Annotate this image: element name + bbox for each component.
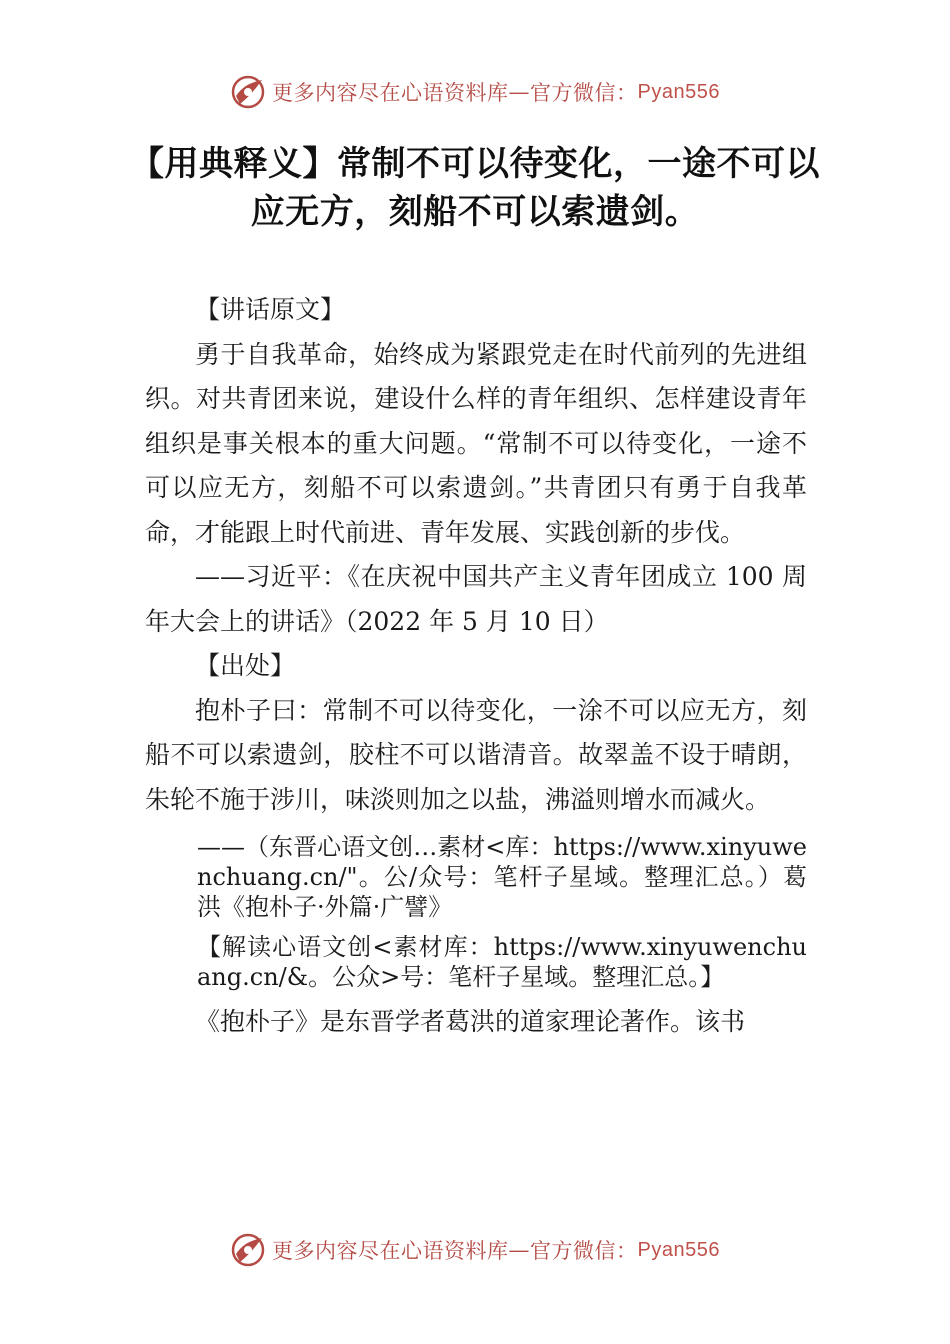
banner-site-text: 更多内容尽在心语资料库: [272, 81, 509, 105]
banner-wechat-label: 官方微信：: [530, 81, 638, 105]
banner-separator: —: [508, 80, 531, 104]
banner-site-text: 更多内容尽在心语资料库: [272, 1239, 509, 1263]
speech-heading: 【讲话原文】: [195, 295, 346, 324]
interpretation-paragraph: 《抱朴子》是东晋学者葛洪的道家理论著作。该书: [195, 1007, 746, 1036]
origin-heading: 【出处】: [195, 651, 296, 680]
speech-source: ——习近平：《在庆祝中国共产主义青年团成立 100 周年大会上的讲话》（2022 年 5 月 10 日）: [145, 562, 807, 636]
logo-icon: [230, 1232, 266, 1268]
origin-paragraph: 抱朴子曰：常制不可以待变化，一涂不可以应无方，刻船不可以索遗剑，胶柱不可以谐清音。故翠盖不设于晴朗，朱轮不施于涉川，味淡则加之以盐，沸溢则增水而减火。: [145, 695, 807, 814]
logo-icon: [230, 74, 266, 110]
page-title: 【用典释义】常制不可以待变化，一途不可以应无方，刻船不可以索遗剑。: [130, 144, 820, 232]
banner-wechat-label: 官方微信：: [530, 1239, 638, 1263]
banner-wechat-id: Pyan556: [637, 80, 720, 103]
interpretation-heading: 【解读心语文创<素材库：https://www.xinyuwenchuang.cn/&。公众>号：笔杆子星域。整理汇总。】: [197, 933, 807, 991]
banner-separator: —: [508, 1238, 531, 1262]
banner-wechat-id: Pyan556: [637, 1238, 720, 1261]
document-body: [145, 288, 807, 1045]
header-banner: [0, 70, 950, 114]
speech-paragraph: 勇于自我革命，始终成为紧跟党走在时代前列的先进组织。对共青团来说，建设什么样的青年组织、怎样建设青年组织是事关根本的重大问题。“常制不可以待变化，一途不可以应无方，刻船不可以索遗剑。”共青团只有勇于自我革命，才能跟上时代前进、青年发展、实践创新的步伐。: [145, 339, 807, 547]
origin-source: ——（东晋心语文创…素材<库：https://www.xinyuwenchuang.cn/"。公/众号：笔杆子星域。整理汇总。）葛洪《抱朴子·外篇·广譬》: [197, 833, 807, 921]
footer-banner: [0, 1228, 950, 1272]
